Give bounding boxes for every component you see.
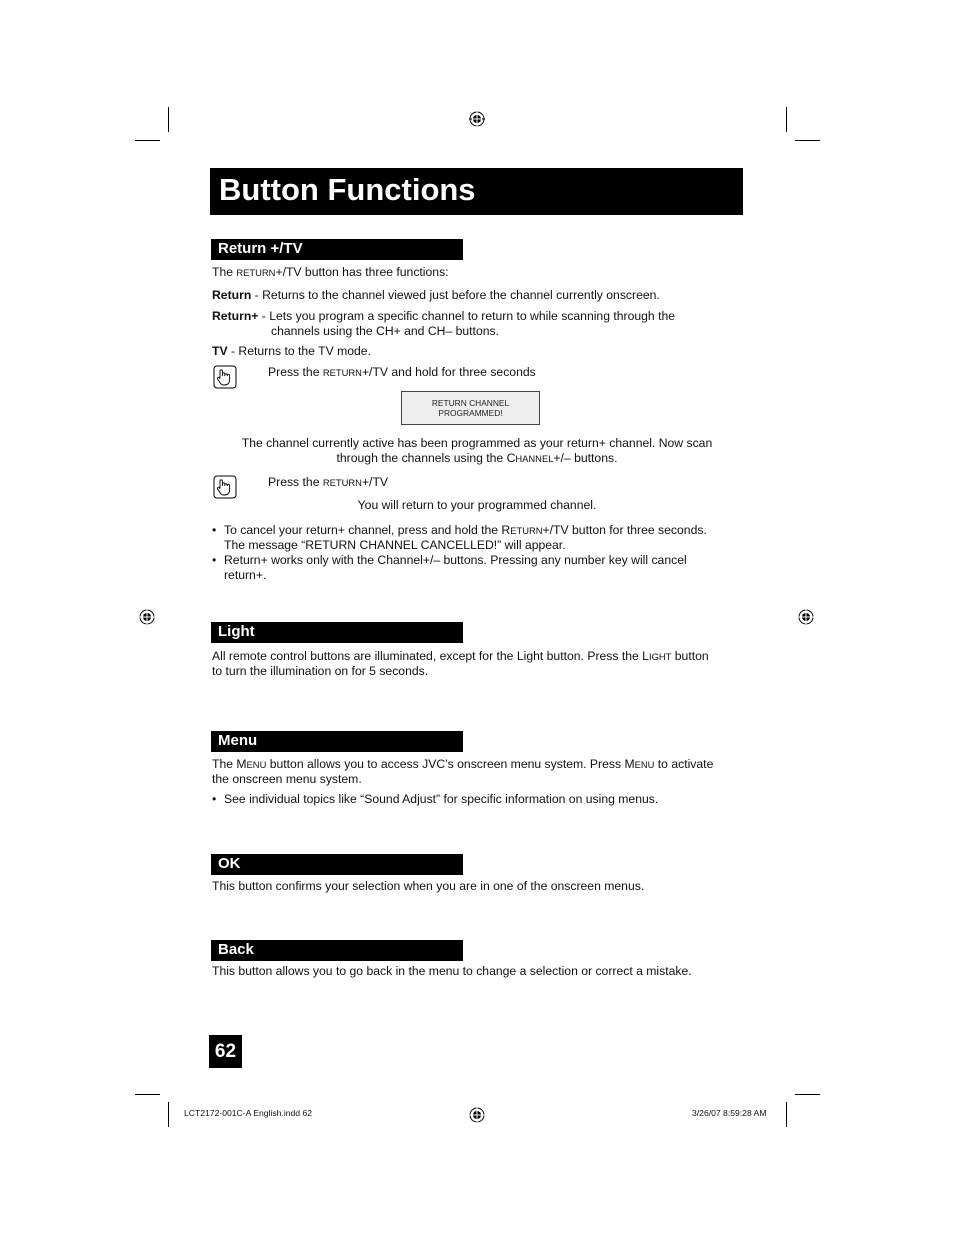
bullet-channel-line1: Return+ works only with the Channel+/– buttons. Pressing any number key will cancel	[224, 553, 687, 567]
section-heading-label: Menu	[218, 732, 258, 749]
section-heading-back	[211, 940, 463, 961]
page-title-bar	[210, 168, 743, 215]
section-heading-label: Back	[218, 941, 254, 958]
menu-bullet: See individual topics like “Sound Adjust” for specific information on using menus.	[224, 792, 659, 806]
bullet-channel-line2: return+.	[224, 568, 267, 582]
return-definition: Return - Returns to the channel viewed just before the channel currently onscreen.	[212, 288, 660, 302]
bullet-symbol: •	[212, 523, 217, 537]
menu-text-line2: the onscreen menu system.	[212, 772, 362, 786]
registration-mark-icon	[139, 609, 155, 625]
result-programmed-line1: The channel currently active has been programmed as your return+ channel. Now scan	[241, 436, 713, 450]
footer-file-name: LCT2172-001C-A English.indd 62	[184, 1108, 313, 1118]
section-heading-light	[211, 622, 463, 643]
return-intro: The RETURN+/TV button has three functions:	[212, 265, 449, 279]
back-text: This button allows you to go back in the menu to change a selection or correct a mistake.	[212, 964, 692, 978]
crop-mark	[786, 107, 787, 132]
registration-mark-icon	[798, 609, 814, 625]
bullet-symbol: •	[212, 792, 217, 806]
tv-definition: TV - Returns to the TV mode.	[212, 344, 371, 358]
section-heading-label: Return +/TV	[218, 240, 303, 257]
section-heading-label: Light	[218, 623, 255, 640]
onscreen-message-box	[401, 391, 540, 425]
footer-timestamp: 3/26/07 8:59:28 AM	[692, 1108, 767, 1118]
result-programmed-line2: through the channels using the CHANNEL+/– buttons.	[336, 451, 618, 465]
osd-line: PROGRAMMED!	[438, 408, 503, 418]
result-return: You will return to your programmed channel.	[357, 498, 597, 512]
page-title: Button Functions	[219, 172, 476, 207]
light-text-line2: to turn the illumination on for 5 seconds.	[212, 664, 429, 678]
bullet-cancel-line2: The message “RETURN CHANNEL CANCELLED!” will appear.	[224, 538, 566, 552]
ok-text: This button confirms your selection when you are in one of the onscreen menus.	[212, 879, 645, 893]
hand-press-icon	[213, 475, 237, 499]
registration-mark-icon	[469, 111, 485, 127]
crop-mark	[795, 1094, 820, 1095]
return-plus-definition: Return+ - Lets you program a specific channel to return to while scanning through the	[212, 309, 676, 323]
bullet-cancel-line1: To cancel your return+ channel, press and hold the RETURN+/TV button for three seconds.	[224, 523, 707, 537]
crop-mark	[135, 1094, 160, 1095]
step-press-hold: Press the RETURN+/TV and hold for three seconds	[268, 365, 536, 379]
menu-text-line1: The MENU button allows you to access JVC’s onscreen menu system. Press MENU to activate	[212, 757, 714, 771]
bullet-symbol: •	[212, 553, 217, 567]
registration-mark-icon	[469, 1107, 485, 1123]
page-number: 62	[209, 1035, 242, 1068]
section-heading-menu	[211, 731, 463, 752]
crop-mark	[135, 140, 160, 141]
step-press: Press the RETURN+/TV	[268, 475, 389, 489]
crop-mark	[168, 107, 169, 132]
hand-press-icon	[213, 365, 237, 389]
section-heading-return-tv	[211, 239, 463, 260]
crop-mark	[168, 1102, 169, 1127]
return-plus-definition-cont: channels using the CH+ and CH– buttons.	[271, 324, 499, 338]
crop-mark	[786, 1102, 787, 1127]
crop-mark	[795, 140, 820, 141]
section-heading-label: OK	[218, 855, 241, 872]
light-text-line1: All remote control buttons are illuminated, except for the Light button. Press the LIGHT button	[212, 649, 709, 663]
section-heading-ok	[211, 854, 463, 875]
osd-line: RETURN CHANNEL	[431, 398, 510, 408]
